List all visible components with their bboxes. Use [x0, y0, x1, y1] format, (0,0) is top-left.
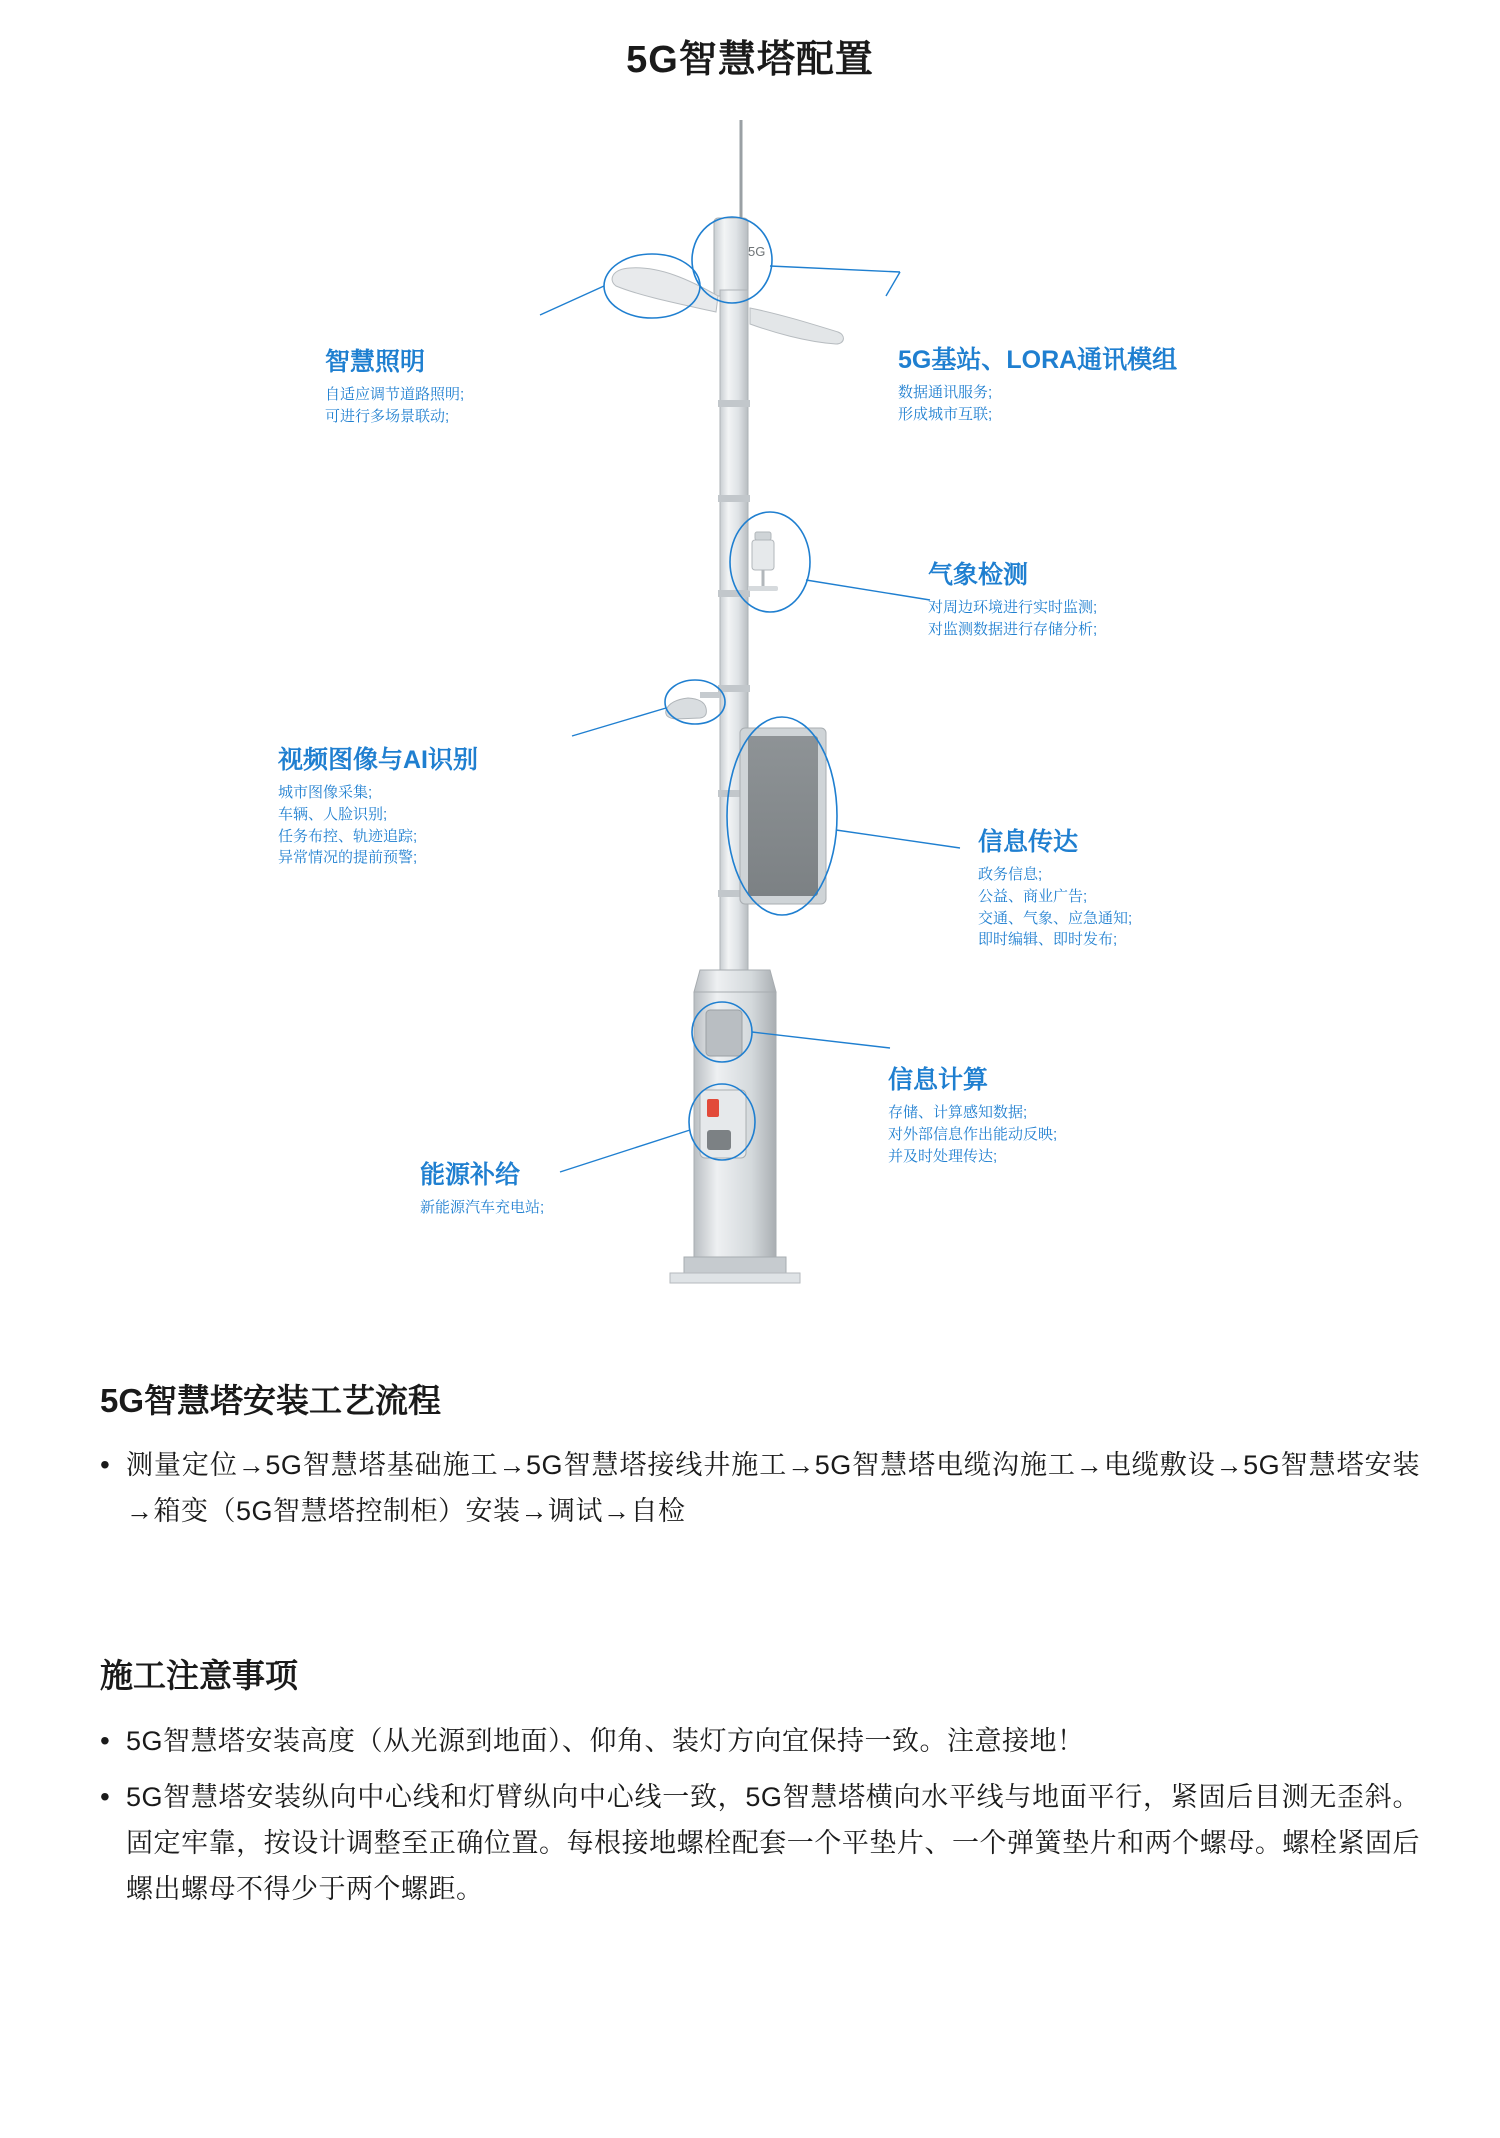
annotation-title: 智慧照明 — [325, 348, 426, 376]
annotation-line: 车辆、人脸识别; — [278, 805, 388, 823]
bullet-dot: • — [100, 1449, 110, 1480]
annotation-line: 城市图像采集; — [278, 784, 373, 801]
annotation-line: 异常情况的提前预警; — [278, 849, 418, 867]
annotation-weather — [928, 555, 1097, 641]
annotation-title: 能源补给 — [420, 1161, 521, 1189]
annotation-title: 5G基站、LORA通讯模组 — [898, 346, 1178, 374]
list-item-text: 5G智慧塔安装纵向中心线和灯臂纵向中心线一致，5G智慧塔横向水平线与地面平行，紧固后目测无歪斜。固定牢靠，按设计调整至正确位置。每根接地螺栓配套一个平垫片、一个弹簧垫片和两个螺母。螺栓紧固后螺出螺母不得少于两个螺距。 — [126, 1782, 1420, 1904]
annotation-title: 信息计算 — [888, 1066, 989, 1094]
list-item — [100, 1774, 1420, 1912]
annotation-line: 对外部信息作出能动反映; — [888, 1125, 1058, 1143]
annotation-title: 信息传达 — [978, 828, 1079, 856]
bullet-dot: • — [100, 1725, 110, 1756]
list-item — [100, 1718, 1420, 1764]
annotation-title: 气象检测 — [928, 561, 1029, 589]
annotation-line: 公益、商业广告; — [978, 887, 1088, 905]
notes-bullet-list — [100, 1718, 1420, 1922]
annotation-energy — [420, 1155, 544, 1219]
annotation-line: 交通、气象、应急通知; — [978, 909, 1133, 927]
process-bullet-list — [100, 1442, 1420, 1544]
annotation-computing — [888, 1060, 1057, 1167]
list-item — [100, 1442, 1420, 1534]
annotation-line: 新能源汽车充电站; — [420, 1199, 545, 1216]
list-item-text: 测量定位→5G智慧塔基础施工→5G智慧塔接线井施工→5G智慧塔电缆沟施工→电缆敷设→5G智慧塔安装→箱变（5G智慧塔控制柜）安装→调试→自检 — [126, 1450, 1420, 1526]
svg-text:5G: 5G — [748, 244, 766, 259]
section-heading-notes: 施工注意事项 — [100, 1657, 298, 1694]
annotation-base-station — [898, 340, 1177, 426]
annotation-video-ai — [278, 740, 478, 869]
list-item-text: 5G智慧塔安装高度（从光源到地面）、仰角、装灯方向宜保持一致。注意接地！ — [126, 1726, 1085, 1756]
annotation-title: 视频图像与AI识别 — [278, 746, 479, 774]
annotation-info-display — [978, 822, 1132, 951]
annotation-smart-lighting — [325, 342, 464, 428]
annotation-line: 任务布控、轨迹追踪; — [278, 827, 418, 845]
bullet-dot: • — [100, 1781, 110, 1812]
annotation-line: 对周边环境进行实时监测; — [928, 599, 1098, 616]
annotation-line: 存储、计算感知数据; — [888, 1104, 1028, 1121]
annotation-line: 政务信息; — [978, 866, 1043, 883]
pole-illustration — [0, 100, 1500, 1300]
page-title: 5G智慧塔配置 — [626, 39, 874, 81]
annotation-line: 并及时处理传达; — [888, 1147, 998, 1165]
annotation-line: 对监测数据进行存储分析; — [928, 620, 1098, 638]
annotation-line: 数据通讯服务; — [898, 384, 993, 401]
annotation-line: 自适应调节道路照明; — [325, 386, 465, 403]
smart-pole-diagram — [0, 100, 1500, 1300]
section-heading-process: 5G智慧塔安装工艺流程 — [100, 1382, 442, 1419]
annotation-line: 即时编辑、即时发布; — [978, 931, 1118, 949]
annotation-line: 形成城市互联; — [898, 405, 993, 423]
annotation-line: 可进行多场景联动; — [325, 407, 450, 425]
